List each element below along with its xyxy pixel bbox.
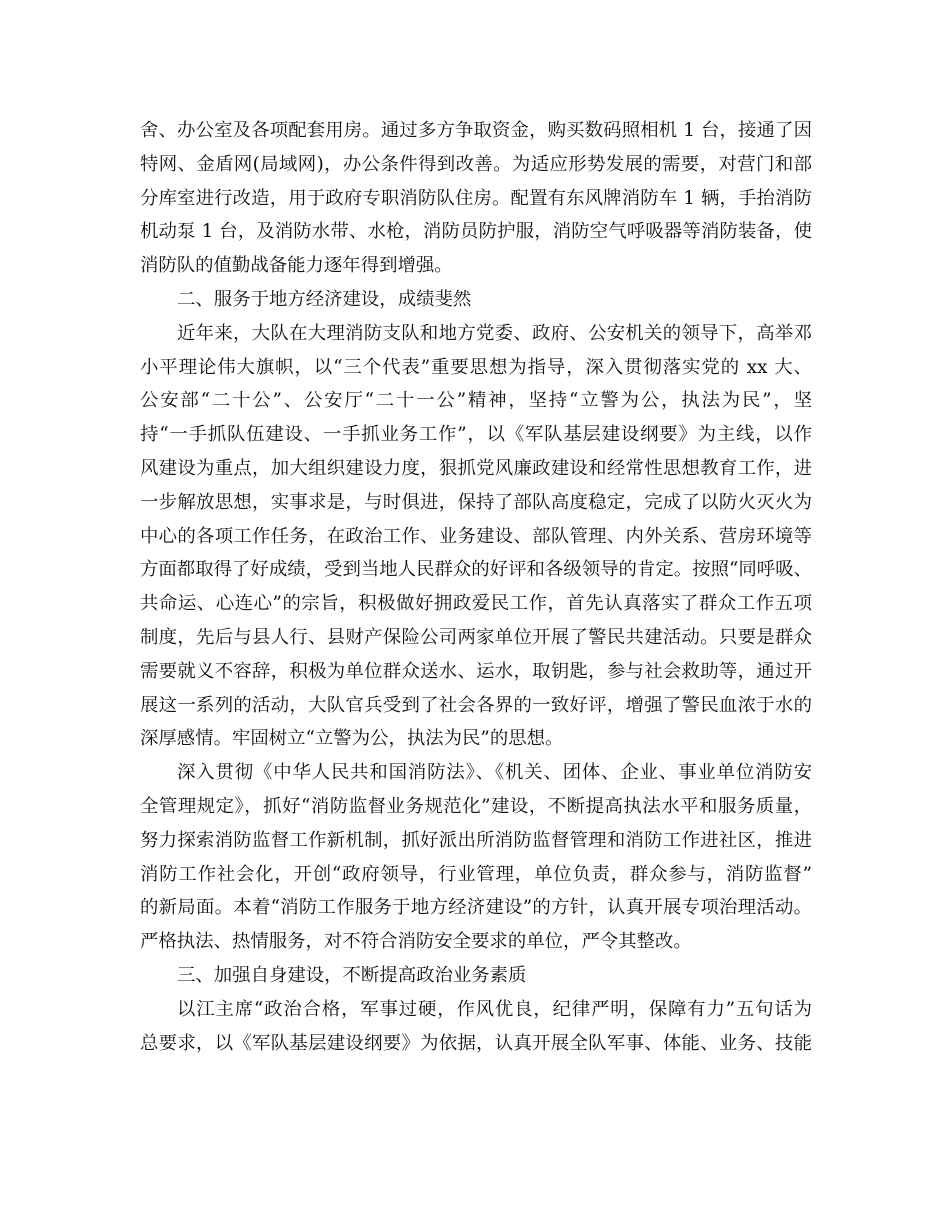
- document-body: [140, 114, 812, 1060]
- text-line: 的新局面。本着“消防工作服务于地方经济建设”的方针，认真开展专项治理活动。: [140, 897, 812, 919]
- text-line: 机动泵 1 台，及消防水带、水枪，消防员防护服，消防空气呼吸器等消防装备，使: [140, 221, 812, 243]
- text-line: 近年来，大队在大理消防支队和地方党委、政府、公安机关的领导下，高举邓: [177, 322, 812, 344]
- text-line: 共命运、心连心”的宗旨，积极做好拥政爱民工作，首先认真落实了群众工作五项: [140, 593, 812, 615]
- text-line: 深入贯彻《中华人民共和国消防法》、《机关、团体、企业、事业单位消防安: [177, 762, 812, 784]
- paragraph: [140, 317, 812, 756]
- paragraph: [140, 283, 812, 317]
- paragraph: [140, 114, 812, 283]
- text-line: 制度，先后与县人行、县财产保险公司两家单位开展了警民共建活动。只要是群众: [140, 626, 812, 648]
- text-line: 三、加强自身建设，不断提高政治业务素质: [177, 964, 527, 986]
- text-line: 风建设为重点，加大组织建设力度，狠抓党风廉政建设和经常性思想教育工作，进: [140, 457, 812, 479]
- text-line: 消防工作社会化，开创“政府领导，行业管理，单位负责，群众参与，消防监督”: [140, 863, 812, 885]
- text-line: 二、服务于地方经济建设，成绩斐然: [177, 288, 472, 310]
- text-line: 需要就义不容辞，积极为单位群众送水、运水，取钥匙，参与社会救助等，通过开: [140, 660, 812, 682]
- text-line: 分库室进行改造，用于政府专职消防队住房。配置有东风牌消防车 1 辆，手抬消防: [140, 187, 812, 209]
- text-line: 展这一系列的活动，大队官兵受到了社会各界的一致好评，增强了警民血浓于水的: [140, 694, 812, 716]
- text-line: 公安部“二十公”、公安厅“二十一公”精神，坚持“立警为公，执法为民”，坚: [140, 390, 812, 412]
- text-line: 舍、办公室及各项配套用房。通过多方争取资金，购买数码照相机 1 台，接通了因: [140, 120, 812, 141]
- text-line: 严格执法、热情服务，对不符合消防安全要求的单位，严令其整改。: [140, 931, 692, 953]
- text-line: 中心的各项工作任务，在政治工作、业务建设、部队管理、内外关系、营房环境等: [140, 525, 812, 547]
- text-line: 方面都取得了好成绩，受到当地人民群众的好评和各级领导的肯定。按照“同呼吸、: [140, 559, 812, 581]
- text-line: 消防队的值勤战备能力逐年得到增强。: [140, 255, 453, 277]
- text-line: 一步解放思想，实事求是，与时俱进，保持了部队高度稳定，完成了以防火灭火为: [140, 491, 812, 513]
- text-line: 深厚感情。牢固树立“立警为公，执法为民”的思想。: [140, 728, 564, 750]
- text-line: 持“一手抓队伍建设、一手抓业务工作”，以《军队基层建设纲要》为主线，以作: [140, 424, 812, 446]
- text-line: 总要求，以《军队基层建设纲要》为依据，认真开展全队军事、体能、业务、技能: [140, 1032, 812, 1054]
- text-line: 小平理论伟大旗帜，以“三个代表”重要思想为指导，深入贯彻落实党的 xx 大、: [140, 356, 812, 378]
- paragraph: [140, 756, 812, 959]
- text-line: 全管理规定》，抓好“消防监督业务规范化”建设，不断提高执法水平和服务质量，: [140, 795, 812, 817]
- paragraph: [140, 959, 812, 993]
- paragraph: [140, 993, 812, 1061]
- text-line: 特网、金盾网(局域网)，办公条件得到改善。为适应形势发展的需要，对营门和部: [140, 153, 812, 175]
- text-line: 努力探索消防监督工作新机制，抓好派出所消防监督管理和消防工作进社区，推进: [140, 829, 812, 851]
- text-line: 以江主席“政治合格，军事过硬，作风优良，纪律严明，保障有力”五句话为: [177, 998, 812, 1020]
